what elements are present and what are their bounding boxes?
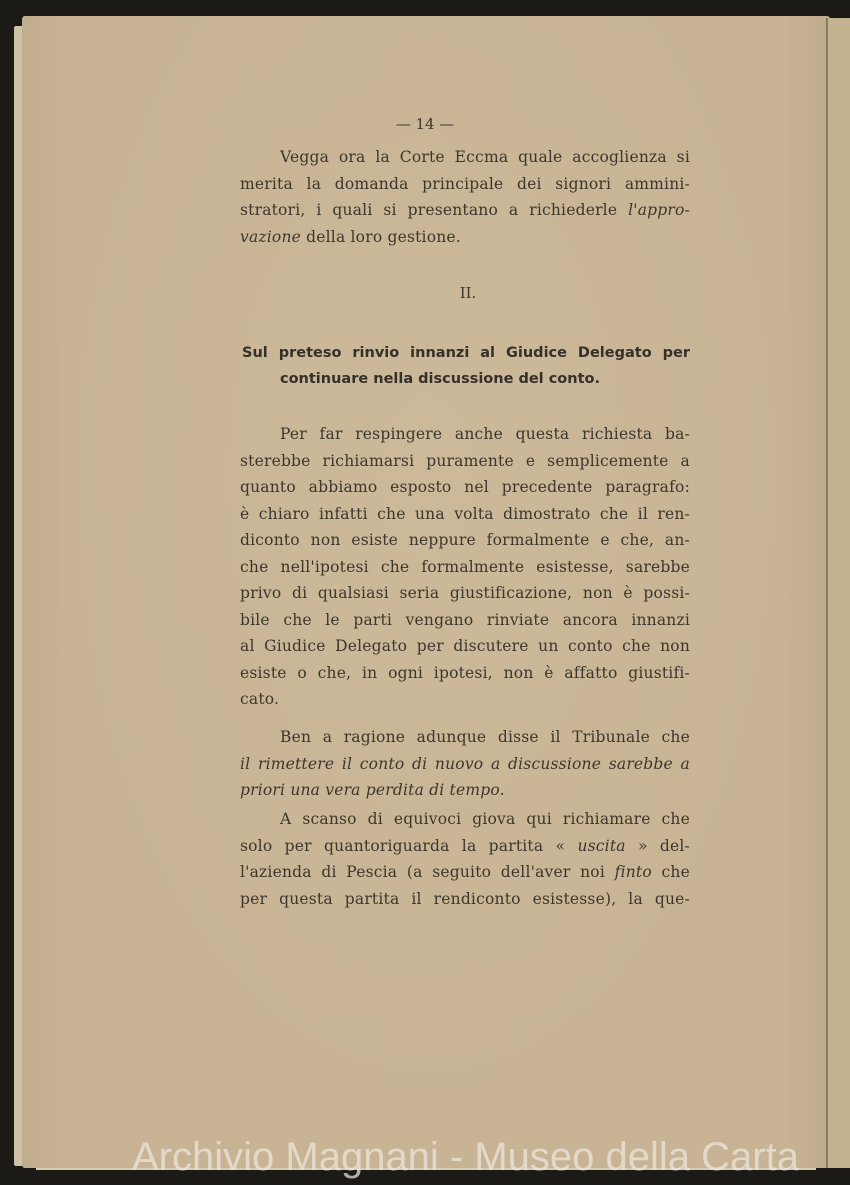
paragraph-line: sterebbe richiamarsi puramente e semplicemente a (240, 451, 690, 470)
paragraph-line (240, 224, 690, 251)
paragraph-line (240, 859, 690, 886)
paragraph-line: A scanso di equivoci giova qui richiamare che (280, 810, 690, 828)
paragraph-line: è chiaro infatti che una volta dimostrato che il ren- (240, 504, 690, 523)
text-span: della loro gestione. (301, 227, 461, 246)
page-number: — 14 — (395, 115, 455, 133)
paragraph-3 (240, 724, 690, 804)
paragraph-2 (240, 421, 690, 713)
paragraph-line: Vegga ora la Corte Eccma quale accoglienza si (280, 148, 690, 166)
paragraph-line (240, 751, 690, 778)
italic-span: finto (614, 863, 652, 881)
paragraph-line: al Giudice Delegato per discutere un conto che non (240, 637, 690, 655)
italic-span: il rimettere il conto di nuovo a discussione sarebbe a (240, 754, 690, 773)
text-span: che (651, 863, 690, 881)
paragraph-line: Ben a ragione adunque disse il Tribunale che (280, 728, 690, 746)
heading-line: continuare nella discussione del conto. (280, 371, 600, 387)
paragraph-line: per questa partita il rendiconto esistesse), la que- (240, 889, 690, 908)
paragraph-line: diconto non esiste neppure formalmente e che, an- (240, 531, 690, 549)
paragraph-line (240, 833, 690, 860)
section-number: II. (459, 284, 477, 302)
paragraph-line: quanto abbiamo esposto nel precedente paragrafo: (240, 478, 690, 496)
italic-span: vazione (240, 227, 302, 246)
italic-span: uscita (577, 836, 626, 855)
text-span: solo per quantoriguarda la partita « (240, 836, 578, 855)
paragraph-4 (240, 806, 690, 912)
section-heading (242, 340, 690, 392)
paragraph-1 (240, 144, 690, 250)
next-page-edge (826, 18, 850, 1168)
archive-watermark: Archivio Magnani - Museo della Carta (132, 1135, 799, 1179)
paragraph-line (240, 197, 690, 224)
text-span: » del- (625, 836, 690, 855)
heading-line: Sul preteso rinvio innanzi al Giudice Delegato per (242, 345, 690, 361)
paragraph-line: cato. (240, 690, 280, 708)
paragraph-line: merita la domanda principale dei signori ammini- (240, 174, 690, 193)
paragraph-line: bile che le parti vengano rinviate ancora innanzi (240, 610, 690, 629)
text-span: stratori, i quali si presentano a richiederle (240, 201, 629, 219)
italic-span: l'appro- (628, 201, 690, 219)
paragraph-line: che nell'ipotesi che formalmente esistesse, sarebbe (240, 557, 690, 576)
text-span: l'azienda di Pescia (a seguito dell'aver noi (240, 863, 615, 881)
paragraph-line: privo di qualsiasi seria giustificazione, non è possi- (240, 584, 690, 602)
italic-span: priori una vera perdita di tempo. (240, 781, 505, 799)
paragraph-line: Per far respingere anche questa richiesta ba- (280, 425, 690, 443)
paragraph-line: esiste o che, in ogni ipotesi, non è affatto giustifi- (240, 663, 690, 682)
paragraph-line (240, 777, 690, 804)
